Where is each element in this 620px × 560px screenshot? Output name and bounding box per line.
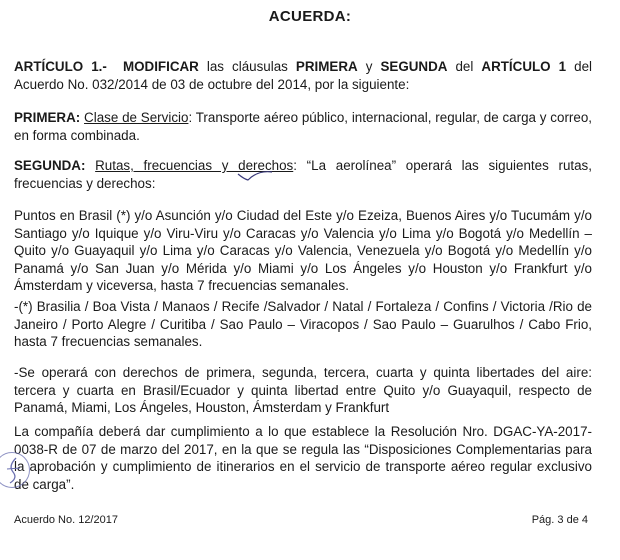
puntos-paragraph: Puntos en Brasil (*) y/o Asunción y/o Ciudad del Este y/o Ezeiza, Buenos Aires y/o Tucumám y/o Santiago y/o Iquique y/o Viru-Viru y/o Caracas y/o Valencia y/o Lima y/o Bogotá y/o Medellín – Quito y/o Guayaquil y/o Lima y/o Caracas y/o Valencia, Venezuela y/o Bogotá y/o Medellín y/o Panamá y/o San Juan y/o Mérida y/o Miami y/o Los Ángeles y/o Houston y/o Frankfurt y/o Ámsterdam y viceversa, hasta 7 frecuencias semanales.: [14, 208, 592, 293]
articulo-1-label: ARTÍCULO 1.-: [14, 59, 107, 74]
page-heading: ACUERDA:: [268, 8, 352, 25]
segunda-ref: SEGUNDA: [380, 59, 448, 74]
handwritten-tick-mark: [236, 168, 274, 182]
articulo-1-text-2: y: [357, 59, 381, 74]
footer-acuerdo-number: Acuerdo No. 12/2017: [14, 514, 118, 526]
segunda-label: SEGUNDA:: [14, 158, 86, 173]
segunda-paragraph: [14, 157, 592, 192]
brasilia-paragraph: -(*) Brasilia / Boa Vista / Manaos / Recife /Salvador / Natal / Fortaleza / Confins / Victoria /Rio de Janeiro / Porto Alegre / Curitiba / Sao Paulo – Viracopos / Sao Paulo – Guarulhos / Cabo Frio, hasta 7 frecuencias semanales.: [14, 299, 592, 349]
footer-page-number: Pág. 3 de 4: [531, 514, 588, 526]
modificar-word: MODIFICAR: [122, 59, 199, 74]
segunda-title: Rutas, frecuencias y derechos: [95, 158, 294, 173]
primera-text: : Transporte aéreo público, internacional, regular, de carga y correo, en forma combinada.: [14, 110, 592, 143]
articulo-1-text-1: las cláusulas: [198, 59, 296, 74]
primera-paragraph: [14, 109, 592, 144]
segunda-text: : “La aerolínea” operará las siguientes rutas, frecuencias y derechos:: [14, 158, 592, 191]
compania-paragraph: La compañía deberá dar cumplimiento a lo que establece la Resolución Nro. DGAC-YA-2017-0038-R de 07 de marzo del 2017, en la que se regula las “Disposiciones Complementarias para la aprobación y cumplimiento de itinerarios en el servicio de transporte aéreo regular exclusivo de carga”.: [14, 424, 592, 492]
articulo-1-paragraph: [14, 58, 592, 93]
primera-label: PRIMERA:: [14, 110, 81, 125]
articulo-1-text-3: del: [447, 59, 482, 74]
signature-mark-icon: [4, 456, 24, 484]
primera-title: Clase de Servicio: [84, 110, 189, 125]
articulo-1-text-4: del Acuerdo No. 032/2014 de 03 de octubre del 2014, por la siguiente:: [14, 59, 592, 92]
articulo-ref: ARTÍCULO 1: [481, 59, 567, 74]
derechos-paragraph: -Se operará con derechos de primera, segunda, tercera, cuarta y quinta libertades del aire: tercera y cuarta en Brasil/Ecuador y quinta libertad entre Quito y/o Guayaquil, respecto de Panamá, Miami, Los Ángeles, Houston, Ámsterdam y Frankfurt: [14, 365, 592, 415]
primera-ref: PRIMERA: [295, 59, 358, 74]
